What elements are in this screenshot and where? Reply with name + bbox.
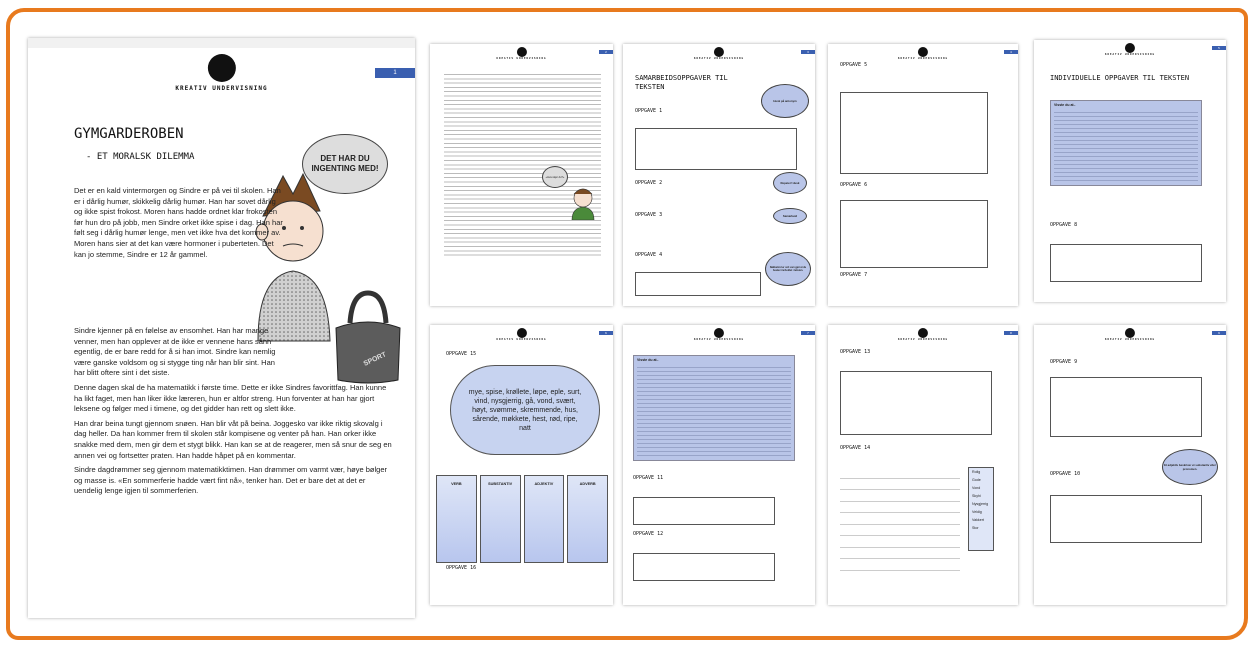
hint-bubble — [761, 84, 809, 118]
brand-logo — [1105, 328, 1155, 341]
page-number: 4 — [1004, 50, 1018, 54]
hint-bubble — [773, 172, 807, 194]
column-label: SUBSTANTIV — [488, 482, 513, 486]
info-note — [1050, 100, 1202, 186]
brand-name: KREATIV UNDERVISNING — [175, 85, 268, 92]
word-list-item: Skyhi — [972, 494, 981, 498]
task-heading: OPPGAVE 14 — [840, 445, 871, 451]
word-cloud — [450, 365, 600, 455]
brand-logo — [496, 328, 546, 341]
brand-name: KREATIV UNDERVISNING — [496, 57, 547, 60]
cloud-words: mye, spise, krøllete, løpe, eple, surt, vind, nysgjerrig, gå, vond, svært, høyt, svømme, skremmende, hus, sårende, møkkete, hest, rød, ripe, natt — [468, 388, 582, 432]
brand-name: KREATIV UNDERVISNING — [897, 338, 949, 341]
word-columns — [436, 475, 608, 563]
brand-name: KREATIV UNDERVISNING — [1104, 338, 1156, 341]
note-title: Visste du at.. — [1054, 103, 1076, 107]
task-heading: OPPGAVE 2 — [635, 180, 663, 186]
answer-box[interactable] — [635, 128, 797, 170]
task-heading: OPPGAVE 15 — [446, 351, 477, 357]
column-verb — [436, 475, 477, 563]
bubble-text: Et adjektiv beskriver et substantiv eller pronomen. — [1164, 463, 1216, 471]
answer-box[interactable] — [840, 371, 992, 435]
page-top-bar — [28, 38, 415, 48]
word-list-item: Nysgjerrig — [972, 502, 989, 506]
brand-logo — [496, 47, 546, 60]
task-heading: OPPGAVE 12 — [633, 531, 664, 537]
bubble-text: Repeter! Husk — [780, 181, 800, 185]
task-heading: OPPGAVE 10 — [1050, 471, 1081, 477]
brand-logo — [898, 328, 948, 341]
brand-logo — [694, 47, 744, 60]
text-lines — [444, 72, 601, 258]
hint-bubble — [773, 208, 807, 224]
answer-box[interactable] — [1050, 495, 1202, 543]
hint-bubble — [1162, 449, 1218, 485]
note-title: Visste du at.. — [637, 358, 659, 362]
page-8 — [828, 325, 1018, 605]
heart-hand-icon — [208, 54, 236, 82]
answer-box[interactable] — [635, 272, 761, 296]
word-list-item: Rolig — [972, 470, 981, 474]
paragraph: Han drar beina tungt gjennom snøen. Han blir våt på beina. Joggesko var ikke riktig skovalg i dag heller. Da han kommer frem til skolen står kompisene og venter på han. Han orker ikke snakke med dem, men gir dem et stygt blikk. Han kan se at de reagerer, men så snur de seg en annen vei og fortsetter praten. Han hadde håpet på en kommentar. — [74, 418, 392, 460]
task-heading: OPPGAVE 9 — [1050, 359, 1078, 365]
task-heading: OPPGAVE 5 — [840, 62, 868, 68]
column-substantiv — [480, 475, 521, 563]
task-heading: OPPGAVE 7 — [840, 272, 868, 278]
word-list-item: Vakkert — [972, 518, 984, 522]
page-4 — [828, 44, 1018, 306]
bubble-text: Husk på antonym — [773, 99, 797, 103]
info-note — [633, 355, 795, 461]
fill-in-lines — [840, 469, 960, 579]
task-heading: OPPGAVE 11 — [633, 475, 664, 481]
word-list-item: Gode — [972, 478, 981, 482]
task-heading: OPPGAVE 6 — [840, 182, 868, 188]
heart-hand-icon — [714, 328, 724, 338]
heart-hand-icon — [1125, 43, 1135, 53]
hint-bubble — [765, 252, 811, 286]
note-lines — [1054, 110, 1198, 181]
answer-box[interactable] — [840, 92, 988, 174]
paragraph: Det er en kald vintermorgen og Sindre er på vei til skolen. Han er i dårlig humør, skikkelig dårlig humør. Han har sovet dårlig og ikke spist frokost. Moren hans hadde ordnet klar frokosten før hun dro på jobb, men Sindre orket ikke spise i dag. Han har følt seg i dårlig humør lenge, men vet ikke hva det kommer av. Moren hans sier at det kan være hormoner i puberteten. Det kan jo stemme, Sindre er 12 år gammel. — [74, 186, 283, 259]
story-text — [74, 186, 284, 260]
heart-hand-icon — [516, 328, 526, 338]
page-number: 6 — [599, 331, 613, 335]
page-6 — [430, 325, 613, 605]
word-list-item: Stor — [972, 526, 979, 530]
section-title: INDIVIDUELLE OPPGAVER TIL TEKSTEN — [1050, 74, 1190, 82]
page-number: 7 — [801, 331, 815, 335]
page-number: 3 — [801, 50, 815, 54]
bubble-text: Samarbeid — [782, 214, 798, 218]
speech-text: DET HAR DU INGENTING MED! — [311, 154, 379, 173]
answer-box[interactable] — [1050, 377, 1202, 437]
brand-name: KREATIV UNDERVISNING — [693, 338, 745, 341]
word-list-item: Vond — [972, 486, 981, 490]
brand-logo — [1105, 43, 1155, 56]
brand-logo — [694, 328, 744, 341]
answer-box[interactable] — [633, 553, 775, 581]
heart-hand-icon — [714, 47, 724, 57]
page-number: 8 — [1004, 331, 1018, 335]
bag-label: SPORT — [362, 351, 388, 368]
page-number: 9 — [1212, 331, 1226, 335]
column-label: ADJEKTIV — [534, 482, 554, 486]
heart-hand-icon — [516, 47, 526, 57]
bubble-text: «Hva skjer du?» — [545, 175, 565, 179]
page-number: 2 — [599, 50, 613, 54]
heart-hand-icon — [1125, 328, 1135, 338]
page-3 — [623, 44, 815, 306]
task-heading: OPPGAVE 4 — [635, 252, 663, 258]
page-1 — [28, 38, 415, 618]
task-heading: OPPGAVE 1 — [635, 108, 663, 114]
heart-hand-icon — [918, 328, 928, 338]
answer-box[interactable] — [840, 200, 988, 268]
brand-name: KREATIV UNDERVISNING — [496, 338, 547, 341]
paragraph: Sindre kjenner på en følelse av ensomhet. Han har mange venner, men han opplever at de ikke er vennene hans sånn egentlig, de er bare redd for å si han imot. Sindre kan nemlig være ganske voldsom og si stygge ting når han blir sint. Han har blitt oftere sint i det siste. — [74, 326, 276, 378]
heart-hand-icon — [918, 47, 928, 57]
page-2 — [430, 44, 613, 306]
brand-name: KREATIV UNDERVISNING — [1104, 53, 1156, 56]
page-7 — [623, 325, 815, 605]
note-lines — [637, 365, 791, 456]
story-text-lower — [74, 326, 394, 497]
page-number: 5 — [1212, 46, 1226, 50]
page-9 — [1034, 325, 1226, 605]
speech-bubble — [542, 166, 568, 188]
brand-name: KREATIV UNDERVISNING — [693, 57, 745, 60]
column-label: VERB — [451, 482, 462, 486]
task-heading: OPPGAVE 3 — [635, 212, 663, 218]
brand-logo — [175, 54, 267, 92]
answer-box[interactable] — [633, 497, 775, 525]
answer-box[interactable] — [1050, 244, 1202, 282]
paragraph: Sindre dagdrømmer seg gjennom matematikktimen. Han drømmer om varmt vær, høye bølger og masse is. «En sommerferie hadde vært fint nå», tenker han. Det er bare det at det er uendelig lenge igjen til sommerferien. — [74, 465, 388, 496]
column-adverb — [567, 475, 608, 563]
brand-name: KREATIV UNDERVISNING — [897, 57, 949, 60]
column-label: ADVERB — [579, 482, 596, 486]
page-title: GYMGARDEROBEN — [74, 126, 184, 142]
section-title: SAMARBEIDSOPPGAVER TIL TEKSTEN — [635, 74, 728, 91]
column-adjektiv — [524, 475, 565, 563]
word-list — [968, 467, 994, 551]
task-heading: OPPGAVE 8 — [1050, 222, 1078, 228]
page-subtitle: - ET MORALSK DILEMMA — [86, 152, 195, 162]
brand-logo — [898, 47, 948, 60]
bubble-text: Nøkkelord er ord som gjør at du husker innholdet i teksten. — [769, 266, 807, 272]
page-number: 1 — [375, 68, 415, 78]
boy-illustration — [568, 184, 598, 220]
task-heading: OPPGAVE 13 — [840, 349, 871, 355]
page-5 — [1034, 40, 1226, 302]
task-heading: OPPGAVE 16 — [446, 565, 477, 571]
paragraph: Denne dagen skal de ha matematikk i første time. Dette er ikke Sindres favorittfag. Han kunne ha likt faget, men han liker ikke læreren, hun er altfor streng. Hun forventer at han har gjort leksene og følger med i timene, og det gidder han rett og slett ikke. — [74, 382, 387, 414]
word-list-item: Veldig — [972, 510, 982, 514]
